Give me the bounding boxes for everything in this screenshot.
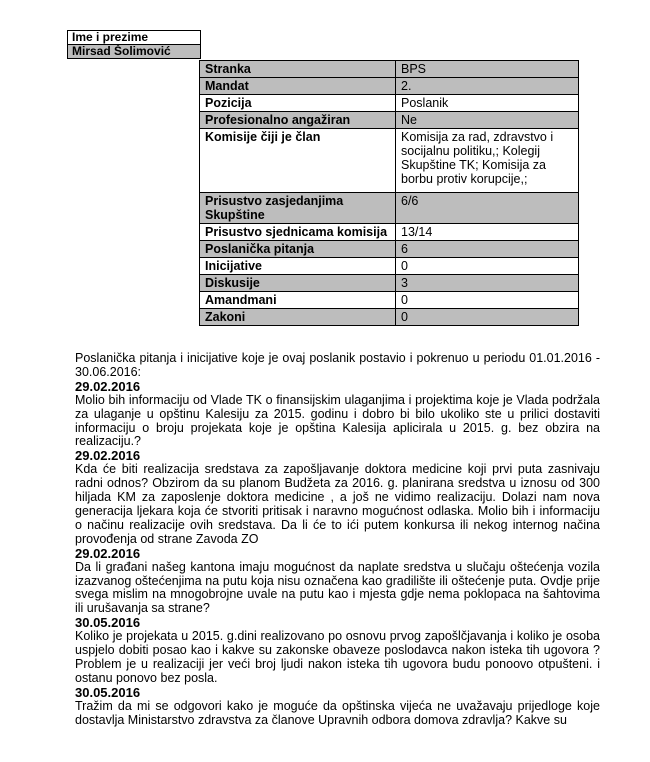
table-row	[200, 275, 579, 292]
entry-text: Tražim da mi se odgovori kako je moguće da opštinska vijeća ne uvažavaju prijedloge koje dostavlja Ministarstvo zdravstva za članove Upravnih odbora domova zdravlja? Kakve su	[75, 698, 600, 727]
row-label: Profesionalno angažiran	[200, 112, 396, 129]
row-value: Poslanik	[396, 95, 579, 112]
row-value: 0	[396, 292, 579, 309]
row-value: 3	[396, 275, 579, 292]
row-value: Ne	[396, 112, 579, 129]
table-row	[200, 78, 579, 95]
table-row	[200, 112, 579, 129]
row-value: BPS	[396, 61, 579, 78]
entry-text: Molio bih informaciju od Vlade TK o finansijskim ulaganjima i projektima koje je Vlada podržala za ulaganje u opštinu Kalesiju za 2015. godinu i dobro bi bilo ukoliko ste u prilici dostaviti informaciju o broju projekata koje je opština Kalesija aplicirala u 2015. g. bez obzira na realizaciju.?	[75, 392, 600, 449]
row-label: Prisustvo sjednicama komisija	[200, 224, 396, 241]
row-label: Komisije čiji je član	[200, 129, 396, 193]
row-label: Diskusije	[200, 275, 396, 292]
table-row	[200, 129, 579, 193]
info-table	[199, 60, 579, 326]
entry-text: Da li građani našeg kantona imaju mogućnost da naplate sredstva u slučaju oštećenja vozila izazvanog oštećenjima na putu koja nisu označena kao gradilište ili oštećenje puta. Ovdje prije svega mislim na mnogobrojne uvale na putu kao i mjesta gdje nema poklopaca na šahtovima ili urušavanja sa strane?	[75, 559, 600, 616]
entry-text: Kda će biti realizacija sredstava za zapošljavanje doktora medicine koji prvi puta zasnivaju radni odnos? Obzirom da su planom Budžeta za 2016. g. planirana sredstva u iznosu od 300 hiljada KM za zaposlenje doktora medicine , a još ne vidimo realizaciju. Dolazi nam nova generacija ljekara koja će stvoriti pritisak i naravno mogućnost odlaska. Molio bih i informaciju o načinu realizacije ovih sredstava. Da li će to ići putem konkursa ili nekog internog načina provođenja od strane Zavoda ZO	[75, 462, 600, 546]
intro-text: Poslanička pitanja i inicijative koje je ovaj poslanik postavio i pokrenuo u periodu 01.01.2016 - 30.06.2016:	[75, 351, 600, 379]
row-label: Zakoni	[200, 309, 396, 326]
row-label: Amandmani	[200, 292, 396, 309]
table-row	[200, 309, 579, 326]
questions-section	[75, 352, 600, 727]
row-value: 0	[396, 309, 579, 326]
row-label: Pozicija	[200, 95, 396, 112]
entry-date: 29.02.2016	[75, 545, 141, 561]
entry-date: 29.02.2016	[75, 378, 141, 394]
row-label: Inicijative	[200, 258, 396, 275]
table-row	[200, 193, 579, 224]
row-label: Mandat	[200, 78, 396, 95]
table-row	[200, 61, 579, 78]
row-label: Prisustvo zasjedanjima Skupštine	[200, 193, 396, 224]
row-value: Komisija za rad, zdravstvo i socijalnu politiku,; Kolegij Skupštine TK; Komisija za borbu protiv korupcije,;	[396, 129, 579, 193]
name-value: Mirsad Šolimović	[68, 45, 200, 58]
entry-date: 30.05.2016	[75, 684, 141, 700]
name-label: Ime i prezime	[68, 31, 200, 45]
entry-date: 29.02.2016	[75, 448, 141, 464]
table-row	[200, 95, 579, 112]
table-row	[200, 292, 579, 309]
table-row	[200, 224, 579, 241]
row-value: 13/14	[396, 224, 579, 241]
row-value: 0	[396, 258, 579, 275]
row-value: 6/6	[396, 193, 579, 224]
name-box	[67, 30, 201, 59]
row-label: Stranka	[200, 61, 396, 78]
row-value: 6	[396, 241, 579, 258]
row-label: Poslanička pitanja	[200, 241, 396, 258]
table-row	[200, 241, 579, 258]
entry-date: 30.05.2016	[75, 615, 141, 631]
entry-text: Koliko je projekata u 2015. g.dini realizovano po osnovu prvog zapošlčjavanja i koliko je osoba uspjelo dobiti posao kao i kakve su zakonske obaveze poslodavca nakon isteka tih ugovora ? Problem je u realizaciji jer veći broj ljudi nakon isteka tih ugovora budu ponoovo otpušteni. i ostanu ponovo bez posla.	[75, 629, 600, 685]
table-row	[200, 258, 579, 275]
row-value: 2.	[396, 78, 579, 95]
